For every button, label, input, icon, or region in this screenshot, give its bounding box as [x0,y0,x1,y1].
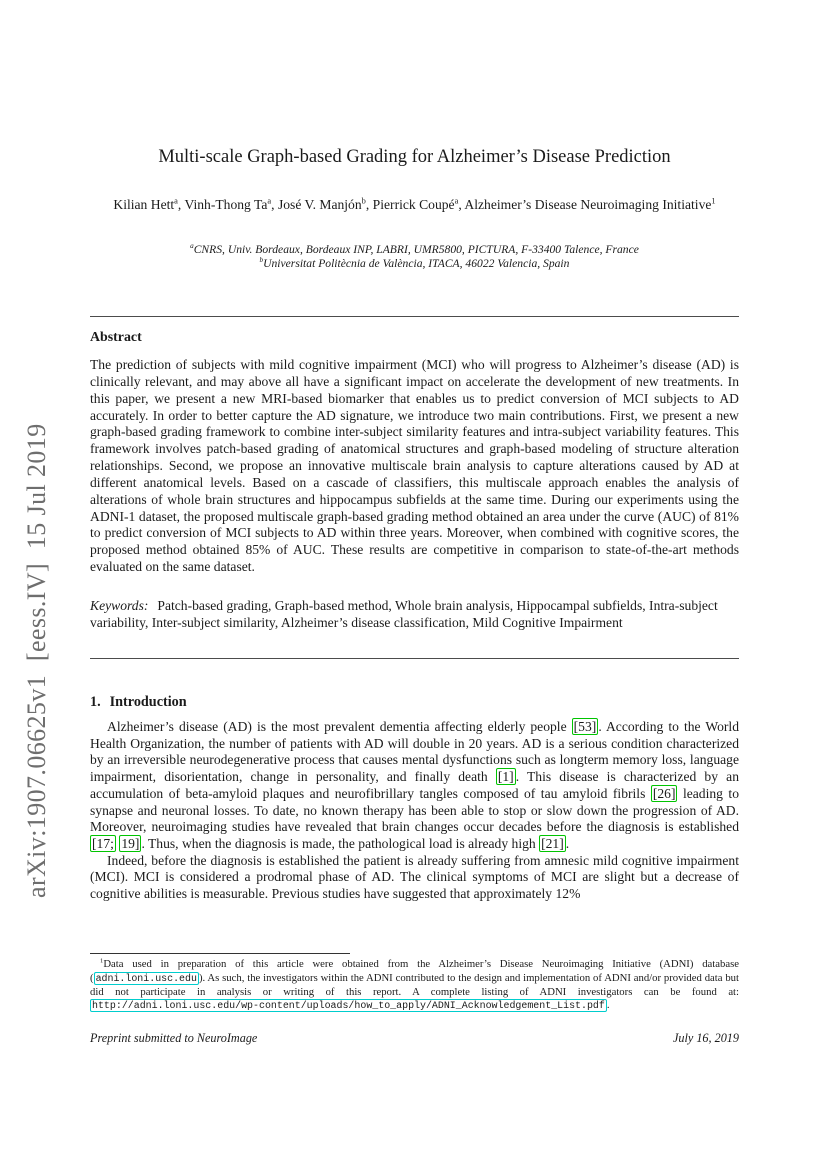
text-run: . [565,835,570,851]
text-run: . According to the World Health Organization, the number of patients with AD will double in 20 years. AD is a serious condition characterized by an irreversible neurodegenerative process that causes mental dysfunctions such as longterm memory loss, language impairment, disorientation, change in personality, and finally death [90,719,739,785]
footer-date: July 16, 2019 [672,1031,739,1045]
abstract-text: The prediction of subjects with mild cognitive impairment (MCI) who will progress to Alzheimer’s disease (AD) is clinically relevant, and may above all have a significant impact on accelerate the development of new treatments. In this paper, we present a new MRI-based biomarker that enables us to predict conversion of MCI subjects to AD accurately. In order to better capture the AD signature, we introduce two main contributions. First, we present a new graph-based grading framework to combine inter-subject similarity features and intra-subject variability features. This framework involves patch-based grading of anatomical structures and graph-based modeling of structure alteration relationships. Second, we propose an innovative multiscale brain analysis to capture alterations caused by AD at different anatomical levels. Based on a cascade of classifiers, this multiscale approach enables the analysis of alterations of whole brain structures and hippocampus subfields at the same time. During our experiments using the ADNI-1 dataset, the proposed multiscale graph-based grading method obtained an area under the curve (AUC) of 81% to predict conversion of MCI subjects to AD within three years. Moreover, when combined with cognitive scores, the proposed method obtained 85% of AUC. These results are competitive in comparison to state-of-the-art methods evaluated on the same dataset. [90,357,739,575]
intro-paragraph-2: Indeed, before the diagnosis is established the patient is already suffering from amnesic mild cognitive impairment (MCI). MCI is considered a prodromal phase of AD. The clinical symptoms of MCI are slight but a decrease of cognitive abilities is measurable. Previous studies have suggested that approximately 12% [90,852,739,902]
citation-link[interactable]: [21] [541,835,564,851]
italic-label: Keywords: [90,598,149,613]
text-run: , Pierrick Coupé [365,197,455,212]
text-run: Data used in preparation of this article were obtained from the Alzheimer’s Disease Neuroimaging Initiative (ADNI) database ( [90,958,739,984]
text-run: ). As such, the investigators within the ADNI contributed to the design and implementation of ADNI and/or provided data but did not participate in analysis or writing of this report. A complete listing of ADNI investigators can be found at: [90,971,739,998]
arxiv-watermark: arXiv:1907.06625v1 [eess.IV] 15 Jul 2019 [22,423,51,898]
superscript: b [259,256,264,265]
keywords-text [90,598,739,632]
affiliation-b [90,257,739,271]
affiliation-a [90,243,739,257]
footer-preprint-note: Preprint submitted to NeuroImage [90,1031,258,1045]
abstract-heading: Abstract [90,330,142,345]
text-run: , Alzheimer’s Disease Neuroimaging Initiative [458,197,712,212]
text-run: . [606,999,610,1012]
citation-link[interactable]: [26] [652,785,676,801]
text-run: leading to synapse and neuronal losses. To date, no known therapy has been able to stop or slow down the progression of AD. Moreover, neuroimaging studies have revealed that brain changes occur decades before the diagnosis is established [90,785,739,835]
section-number: 1. [90,694,101,710]
text-run: CNRS, Univ. Bordeaux, Bordeaux INP, LABRI, UMR5800, PICTURA, F-33400 Talence, France [193,243,639,256]
citation-link[interactable]: [53] [573,719,597,734]
citation-link[interactable]: [17; [92,835,114,851]
text-run: . This disease is characterized by an accumulation of beta-amyloid plaques and neurofibrillary tangles composed of tau amyloid fibrils [90,769,739,801]
superscript: a [174,195,178,206]
affiliations [90,243,739,271]
text-run: Patch-based grading, Graph-based method, Whole brain analysis, Hippocampal subfields, Intra-subject variability, Inter-subject similarity, Alzheimer’s disease classification, Mild Cognitive Impairment [90,598,718,630]
section-title: Introduction [109,694,187,710]
abstract-top-rule [90,316,739,317]
superscript: a [267,195,272,206]
text-run: , José V. Manjón [271,197,362,212]
author-line [90,196,739,214]
superscript: b [361,195,366,206]
abstract-bottom-rule [90,658,739,659]
page-footer [90,1031,739,1046]
section-heading-introduction [90,694,739,711]
footnote-text [90,958,739,1013]
footnote-rule [90,953,350,954]
intro-paragraph-1 [90,719,739,853]
citation-link[interactable]: [1] [497,769,514,785]
introduction-body [90,719,739,903]
superscript: 1 [100,957,104,965]
text-run: , Vinh-Thong Ta [177,197,268,212]
text-run: Universitat Politècnia de València, ITACA, 46022 Valencia, Spain [263,257,570,270]
text-run: . Thus, when the diagnosis is made, the pathological load is already high [141,835,540,851]
superscript: a [190,242,194,251]
url-link[interactable]: http://adni.loni.usc.edu/wp-content/uploads/how_to_apply/ADNI_Acknowledgement_List.pdf [92,1000,605,1012]
url-link[interactable]: adni.loni.usc.edu [95,972,197,984]
superscript: 1 [711,195,716,206]
paper-title: Multi-scale Graph-based Grading for Alzheimer’s Disease Prediction [158,147,671,167]
superscript: a [454,195,459,206]
text-run: Alzheimer’s disease (AD) is the most prevalent dementia affecting elderly people [107,719,572,734]
citation-link[interactable]: 19] [121,835,140,851]
text-run: Kilian Hett [113,197,175,212]
